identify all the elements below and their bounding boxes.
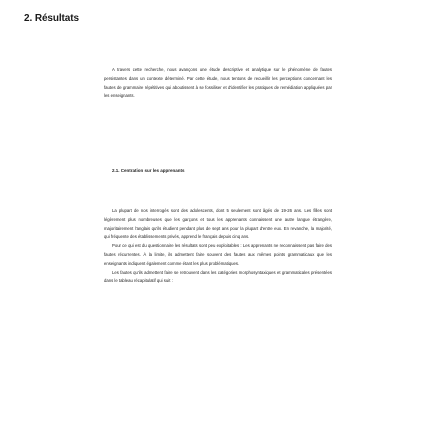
- body-paragraph: Les fautes qu'ils admettent faire se retrouvent dans les catégories morphosyntaxiques et grammaticales présentées dans le tableau récapitulatif qui suit :: [104, 269, 332, 284]
- section-title: Résultats: [34, 13, 79, 24]
- body-paragraph: La plupart de nos interrogés sont des adolescents, dont 5 seulement sont âgés de 19-26 ans. Les filles sont légèrement plus nombreuses que les garçons et tous les apprenants connaissent une autre langue étrangère, majoritairement l'anglais qu'ils étudient pendant plus de sept ans pour la plupart d'entre eux. En revanche, la majorité, qui fréquente des établissements privés, apprend le français depuis cinq ans.: [104, 208, 332, 240]
- subsection-number: 2.1.: [112, 168, 120, 173]
- intro-paragraph: A travers cette recherche, nous avançons une étude descriptive et analytique sur le phénomène de fautes persistantes dans un contexte déterminé. Par cette étude, nous tentons de recueillir les perceptions concernant les fautes de grammaire répétitives qui aboutissent à se fossiliser et d'identifier les pratiques de remédiation appliquées par les enseignants.: [104, 67, 332, 99]
- subsection-heading: [112, 168, 185, 173]
- section-number: 2.: [24, 13, 33, 24]
- section-heading: [24, 13, 79, 24]
- body-text-block: [104, 207, 332, 286]
- intro-paragraph-block: [104, 66, 332, 101]
- body-paragraph: Pour ce qui est du questionnaire les résultats sont peu exploitables : Les apprenants ne reconnaissent pas faire des fautes récurrentes. À la limite, ils admettent faire souvent des fautes aux mêmes points grammaticaux que les enseignants indiquent également comme étant les plus problématiques.: [104, 243, 332, 266]
- subsection-title: Centration sur les apprenants: [120, 168, 185, 173]
